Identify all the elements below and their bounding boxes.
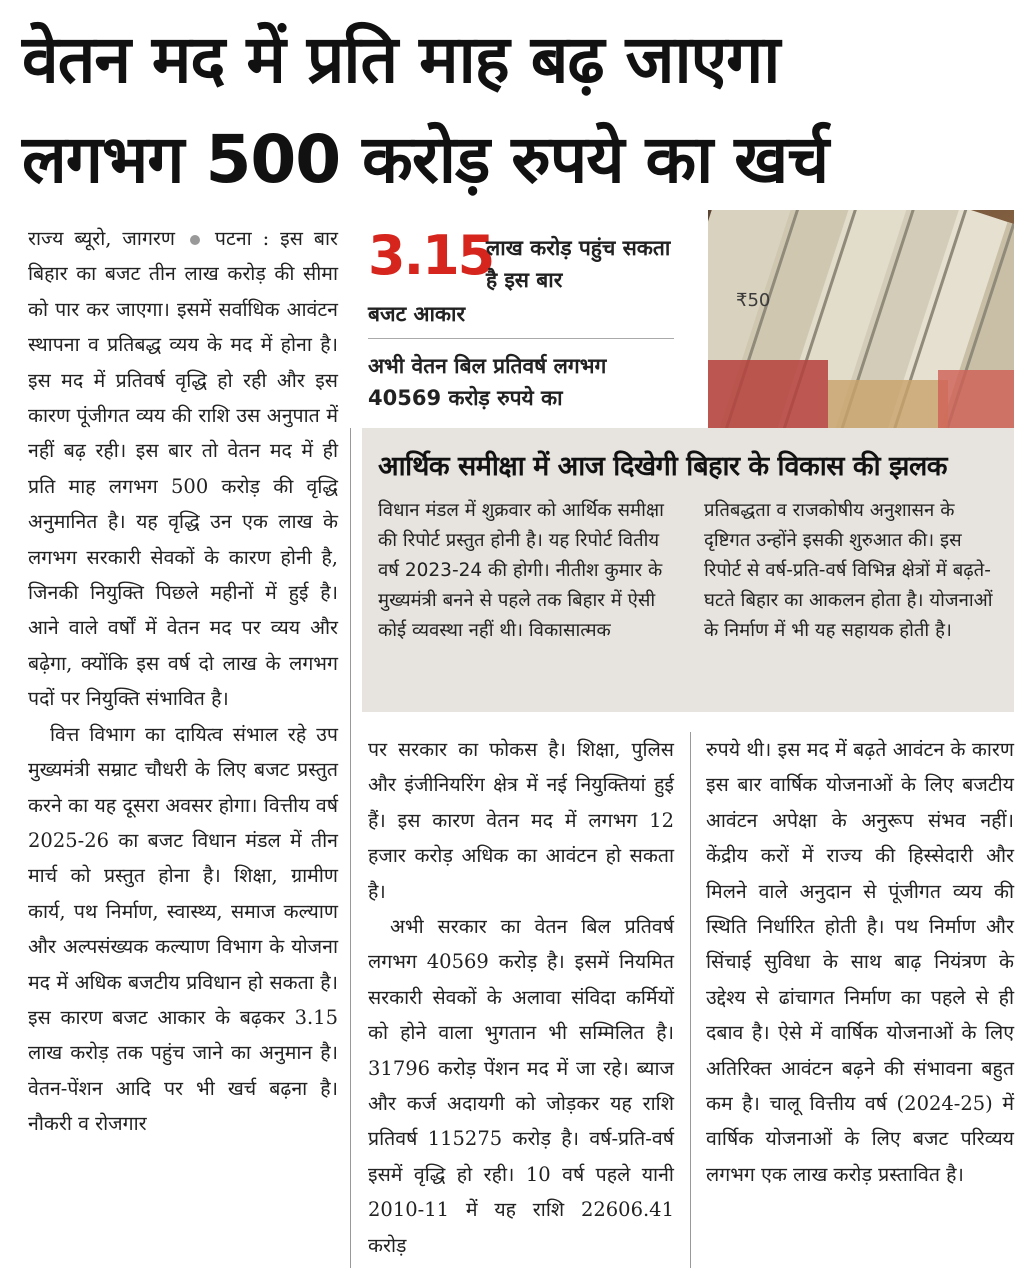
highlight-text-1: लाख करोड़ पहुंच सकता है इस बार [486,236,671,292]
paragraph-2: वित्त विभाग का दायित्व संभाल रहे उप मुख्यमंत्री सम्राट चौधरी के लिए बजट प्रस्तुत करने का यह दूसरा अवसर होगा। वित्तीय वर्ष 2025-26 का बजट विधान मंडल में तीन मार्च को प्रस्तुत होना है। शिक्षा, ग्रामीण कार्य, पथ निर्माण, स्वास्थ्य, समाज कल्याण और अल्पसंख्यक कल्याण विभाग के योजना मद में अधिक बजटीय प्रविधान हो सकता है। इस कारण बजट आकार के बढ़कर 3.15 लाख करोड़ तक पहुंच जाने का अनुमान है। वेतन-पेंशन आदि पर भी खर्च बढ़ना है। नौकरी व रोजगार [28,722,338,1136]
sidebar-column-2: प्रतिबद्धता व राजकोषीय अनुशासन के दृष्टिगत उन्होंने इसकी शुरुआत की। इस रिपोर्ट से वर्ष-प्रति-वर्ष विभिन्न क्षेत्रों में बढ़ते-घटते बिहार का आकलन होता है। योजनाओं के निर्माण में भी यह सहायक होती है। [704,500,993,641]
article-column-1 [28,221,338,1142]
column-divider-2 [690,732,691,1268]
sidebar-column-1: विधान मंडल में शुक्रवार को आर्थिक समीक्षा की रिपोर्ट प्रस्तुत होनी है। यह रिपोर्ट वितीय वर्ष 2023-24 की होगी। नीतीश कुमार के मुख्यमंत्री बनने से पहले तक बिहार में ऐसी कोई व्यवस्था नहीं थी। विकासात्मक [378,500,664,641]
bullet-dot-icon [190,235,200,245]
byline-source: राज्य ब्यूरो, जागरण [28,227,176,250]
highlight-number: 3.15 [368,224,494,287]
highlight-text-3: अभी वेतन बिल प्रतिवर्ष लगभग 40569 करोड़ रुपये का [368,354,607,410]
col2-paragraph-2: अभी सरकार का वेतन बिल प्रतिवर्ष लगभग 40569 करोड़ है। इसमें नियमित सरकारी सेवकों के अलावा संविदा कर्मियों को होने वाला भुगतान भी सम्मिलित है। 31796 करोड़ पेंशन मद में जा रहे। ब्याज और कर्ज अदायगी को जोड़कर यह राशि प्रतिवर्ष 115275 करोड़ है। वर्ष-प्रति-वर्ष इसमें वृद्धि हो रही। 10 वर्ष पहले यानी 2010-11 में यह राशि 22606.41 करोड़ [368,915,674,1257]
byline-place: पटना : [214,227,270,250]
col2-paragraph-1: पर सरकार का फोकस है। शिक्षा, पुलिस और इंजीनियरिंग क्षेत्र में नई नियुक्तियां हुई हैं। इस कारण वेतन मद में लगभग 12 हजार करोड़ अधिक का आवंटन हो सकता है। [368,738,674,903]
col3-paragraph-1: रुपये थी। इस मद में बढ़ते आवंटन के कारण इस बार वार्षिक योजनाओं के लिए बजटीय आवंटन अपेक्षा के अनुरूप संभव नहीं। केंद्रीय करों में राज्य की हिस्सेदारी और मिलने वाले अनुदान से पूंजीगत व्यय की स्थिति निर्धारित होती है। पथ निर्माण और सिंचाई सुविधा के साथ बाढ़ नियंत्रण के उद्देश्य से ढांचागत निर्माण का पहले से ही दबाव है। ऐसे में वार्षिक योजनाओं के लिए अतिरिक्त आवंटन बढ़ने की संभावना बहुत कम है। चालू वित्तीय वर्ष (2024-25) में वार्षिक योजनाओं के लिए बजट परिव्यय लगभग एक लाख करोड़ प्रस्तावित है। [706,738,1014,1186]
article-column-2 [368,732,674,1263]
sidebar-box [362,428,1014,712]
column-divider [350,428,351,1268]
sidebar-title: आर्थिक समीक्षा में आज दिखेगी बिहार के विकास की झलक [378,451,947,482]
headline-line-1: वेतन मद में प्रति माह बढ़ जाएगा [22,21,780,98]
currency-notes-photo [708,210,1014,428]
headline-line-2: लगभग 500 करोड़ रुपये का खर्च [22,121,829,198]
note-denomination-text: ₹50 [736,290,771,311]
paragraph-1-text: इस बार बिहार का बजट तीन लाख करोड़ की सीमा को पार कर जाएगा। इसमें सर्वाधिक आवंटन स्थापना व प्रतिबद्ध व्यय के मद में होना है। इस मद में प्रतिवर्ष वृद्धि हो रही और इस कारण पूंजीगत व्यय की राशि उस अनुपात में नहीं बढ़ रही। इस बार तो वेतन मद में ही प्रति माह लगभग 500 करोड़ की वृद्धि अनुमानित है। यह वृद्धि उन एक लाख के लगभग सरकारी सेवकों के कारण होनी है, जिनकी नियुक्ति पिछले महीनों में हुई है। आने वाले वर्षों में वेतन मद पर व्यय और बढ़ेगा, क्योंकि इस वर्ष दो लाख के लगभग पदों पर नियुक्ति संभावित है। [28,227,339,711]
article-column-3 [706,732,1014,1192]
highlight-text-2: बजट आकार [368,302,466,326]
highlight-separator [368,338,674,339]
banknotes-icon [708,210,1014,428]
